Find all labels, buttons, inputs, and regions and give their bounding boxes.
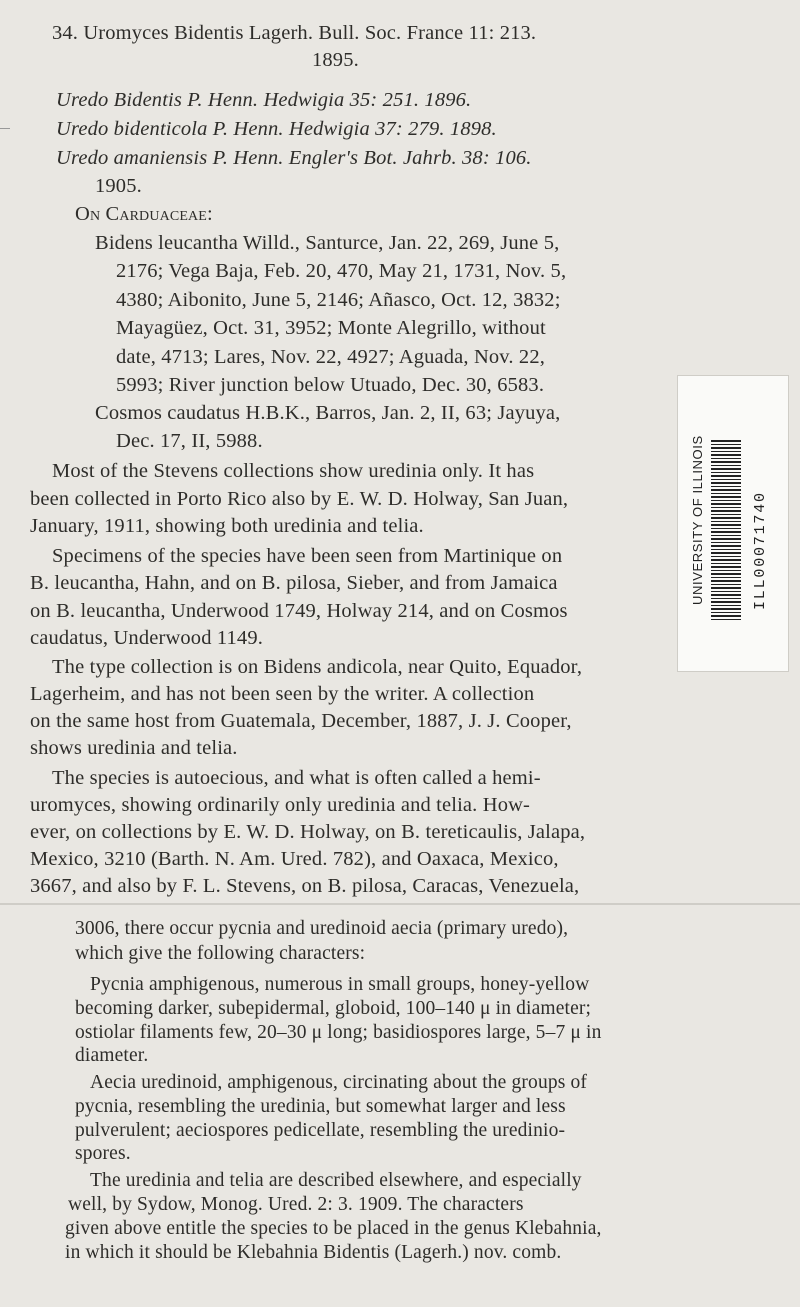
text-line: pycnia, resembling the uredinia, but somewhat larger and less (75, 1096, 566, 1117)
text-line: B. leucantha, Hahn, and on B. pilosa, Sieber, and from Jamaica (30, 572, 558, 594)
barcode-icon (711, 440, 741, 620)
text-line: Specimens of the species have been seen from Martinique on (52, 545, 563, 567)
text-line: becoming darker, subepidermal, globoid, 100–140 μ in diameter; (75, 998, 592, 1019)
text-line: 3667, and also by F. L. Stevens, on B. pilosa, Caracas, Venezuela, (30, 875, 580, 897)
host-family-heading: On Carduaceae: (75, 203, 213, 225)
text-line: 34. Uromyces Bidentis Lagerh. Bull. Soc. France 11: 213. (52, 22, 537, 44)
text-line: well, by Sydow, Monog. Ured. 2: 3. 1909. The characters (68, 1194, 524, 1215)
text-line: Aecia uredinoid, amphigenous, circinating about the groups of (90, 1072, 588, 1093)
text-line: Pycnia amphigenous, numerous in small groups, honey-yellow (90, 974, 590, 995)
text-line: Cosmos caudatus H.B.K., Barros, Jan. 2, II, 63; Jayuya, (95, 402, 561, 424)
text-line: in which it should be Klebahnia Bidentis (Lagerh.) nov. comb. (65, 1242, 562, 1263)
text-line: on B. leucantha, Underwood 1749, Holway 214, and on Cosmos (30, 600, 568, 622)
paper-fold-edge (0, 903, 800, 905)
text-line: 1895. (312, 49, 359, 71)
text-line: 1905. (95, 175, 142, 197)
text-line: 4380; Aibonito, June 5, 2146; Añasco, Oct. 12, 3832; (116, 289, 561, 311)
text-line: Lagerheim, and has not been seen by the writer. A collection (30, 683, 535, 705)
text-line: The type collection is on Bidens andicola, near Quito, Equador, (52, 656, 583, 678)
text-line: Dec. 17, II, 5988. (116, 430, 263, 452)
text-line: been collected in Porto Rico also by E. W. D. Holway, San Juan, (30, 488, 569, 510)
institution-label: UNIVERSITY OF ILLINOIS (690, 435, 705, 605)
text-line: ever, on collections by E. W. D. Holway, on B. tereticaulis, Jalapa, (30, 821, 586, 843)
text-line: which give the following characters: (75, 943, 366, 964)
text-line: Mexico, 3210 (Barth. N. Am. Ured. 782), and Oaxaca, Mexico, (30, 848, 559, 870)
text-line: shows uredinia and telia. (30, 737, 238, 759)
text-line: 5993; River junction below Utuado, Dec. 30, 6583. (116, 374, 545, 396)
text-line: diameter. (75, 1045, 149, 1066)
barcode-number: ILL00071740 (752, 491, 769, 610)
text-line: on the same host from Guatemala, December, 1887, J. J. Cooper, (30, 710, 572, 732)
text-line: Uredo bidenticola P. Henn. Hedwigia 37: 279. 1898. (56, 118, 497, 140)
text-line: Bidens leucantha Willd., Santurce, Jan. 22, 269, June 5, (95, 232, 560, 254)
text-line: The species is autoecious, and what is often called a hemi- (52, 767, 541, 789)
text-line: 2176; Vega Baja, Feb. 20, 470, May 21, 1731, Nov. 5, (116, 260, 567, 282)
text-line: The uredinia and telia are described elsewhere, and especially (90, 1170, 582, 1191)
text-line: ostiolar filaments few, 20–30 μ long; basidiospores large, 5–7 μ in (75, 1022, 602, 1043)
text-line: Mayagüez, Oct. 31, 3952; Monte Alegrillo, without (116, 317, 546, 339)
text-line: Most of the Stevens collections show uredinia only. It has (52, 460, 535, 482)
text-line: pulverulent; aeciospores pedicellate, resembling the uredinio- (75, 1120, 566, 1141)
text-line: uromyces, showing ordinarily only uredinia and telia. How- (30, 794, 531, 816)
text-line: date, 4713; Lares, Nov. 22, 4927; Aguada, Nov. 22, (116, 346, 546, 368)
margin-mark (0, 128, 10, 129)
text-line: 3006, there occur pycnia and uredinoid aecia (primary uredo), (75, 918, 569, 939)
text-line: spores. (75, 1143, 131, 1164)
text-line: January, 1911, showing both uredinia and telia. (30, 515, 424, 537)
text-line: given above entitle the species to be placed in the genus Klebahnia, (65, 1218, 602, 1239)
text-line: caudatus, Underwood 1149. (30, 627, 263, 649)
text-line: Uredo Bidentis P. Henn. Hedwigia 35: 251. 1896. (56, 89, 472, 111)
text-line: Uredo amaniensis P. Henn. Engler's Bot. Jahrb. 38: 106. (56, 147, 532, 169)
